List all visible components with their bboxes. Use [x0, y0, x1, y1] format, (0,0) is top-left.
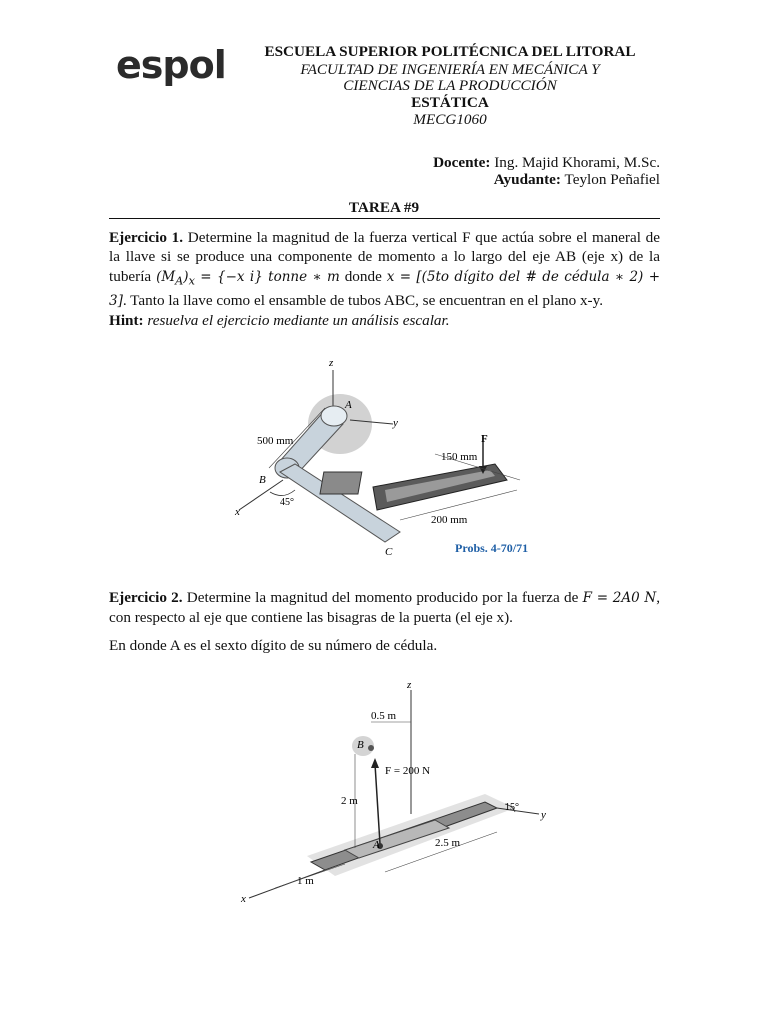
dim-25-label: 2.5 m [435, 837, 461, 849]
dim-2-label: 2 m [341, 795, 358, 807]
exercise-2 [109, 588, 660, 628]
z-axis-label: z [407, 679, 412, 691]
ayudante-label: Ayudante: [493, 171, 561, 188]
exercise-1-text-c: . Tanto la llave como el ensamble de tubos ABC, se encuentran en el plano x-y. [122, 291, 604, 309]
force-label: F = 200 N [385, 765, 431, 777]
docente-label: Docente: [433, 154, 491, 171]
point-b-label: B [357, 739, 364, 751]
exercise-1-label: Ejercicio 1. [109, 229, 184, 246]
moment-symbol: $(M_A)_x = \{-x$ i} tonne ∗ m [156, 268, 340, 288]
force-definition: F = 2A0 N [582, 590, 657, 606]
point-a-label: A [345, 399, 352, 411]
figure-2-door [235, 676, 565, 906]
ayudante-name: Teylon Peñafiel [564, 171, 660, 188]
force-f-arrowhead [371, 758, 379, 768]
dim-200-label: 200 mm [431, 514, 468, 526]
point-a-label: A [373, 839, 380, 851]
point-c-label: C [385, 546, 393, 558]
exercise-2-text-b: , con respecto al eje que contiene las bisagras de la puerta (el eje x). [109, 589, 661, 627]
point-b-label: B [259, 474, 266, 486]
espol-logo [116, 46, 228, 88]
x-axis-label: x [235, 506, 240, 518]
y-axis-label: y [393, 417, 398, 429]
wrench-jaw [320, 472, 362, 494]
dim-05-label: 0.5 m [371, 710, 397, 722]
dim-500-label: 500 mm [257, 435, 294, 447]
pipe-end-a [321, 406, 347, 426]
z-axis-label: z [329, 357, 334, 369]
hint-label: Hint: [109, 312, 144, 329]
x-definition: x = [(5to dígito del # de cédula ∗ 2) + 3] [109, 268, 661, 309]
force-f-label: F [481, 433, 488, 445]
exercise-2-note: En donde A es el sexto dígito de su número de cédula. [109, 637, 438, 654]
logo-text: espol [116, 46, 226, 87]
faculty-line-2: CIENCIAS DE LA PRODUCCIÓN [343, 77, 557, 94]
ayudante-line [494, 171, 660, 189]
angle-label: 45° [280, 497, 294, 508]
hint-line [109, 311, 660, 330]
exercise-1-text-b: donde [339, 267, 387, 285]
figure-1-caption: Probs. 4-70/71 [455, 541, 529, 555]
course-name: ESTÁTICA [411, 94, 489, 111]
title-divider [109, 218, 660, 219]
exercise-1 [109, 228, 660, 311]
point-b-dot [368, 745, 374, 751]
page-title: TAREA #9 [348, 199, 420, 216]
angle-arc [270, 490, 295, 496]
dim-150-label: 150 mm [441, 451, 478, 463]
docente-line [433, 154, 660, 172]
institution-name: ESCUELA SUPERIOR POLITÉCNICA DEL LITORAL [264, 43, 636, 60]
hint-text: resuelva el ejercicio mediante un análisis escalar. [147, 312, 450, 329]
y-axis-label: y [541, 809, 546, 821]
dim-1-label: 1 m [297, 875, 314, 887]
exercise-2-label: Ejercicio 2. [109, 589, 183, 606]
exercise-1-text-a: Determine la magnitud de la fuerza vertical F que actúa sobre el maneral de la llave si se produce una componente de momento a lo largo del eje AB (eje x) de la tubería [109, 229, 660, 285]
angle-label: 15° [505, 802, 519, 813]
figure-1-wrench [225, 352, 555, 562]
docente-name: Ing. Majid Khorami, M.Sc. [494, 154, 660, 171]
exercise-2-text-a: Determine la magnitud del momento producido por la fuerza de [186, 589, 579, 606]
course-code: MECG1060 [413, 111, 487, 128]
faculty-line-1: FACULTAD DE INGENIERÍA EN MECÁNICA Y [300, 61, 600, 78]
x-axis-label: x [241, 893, 246, 905]
